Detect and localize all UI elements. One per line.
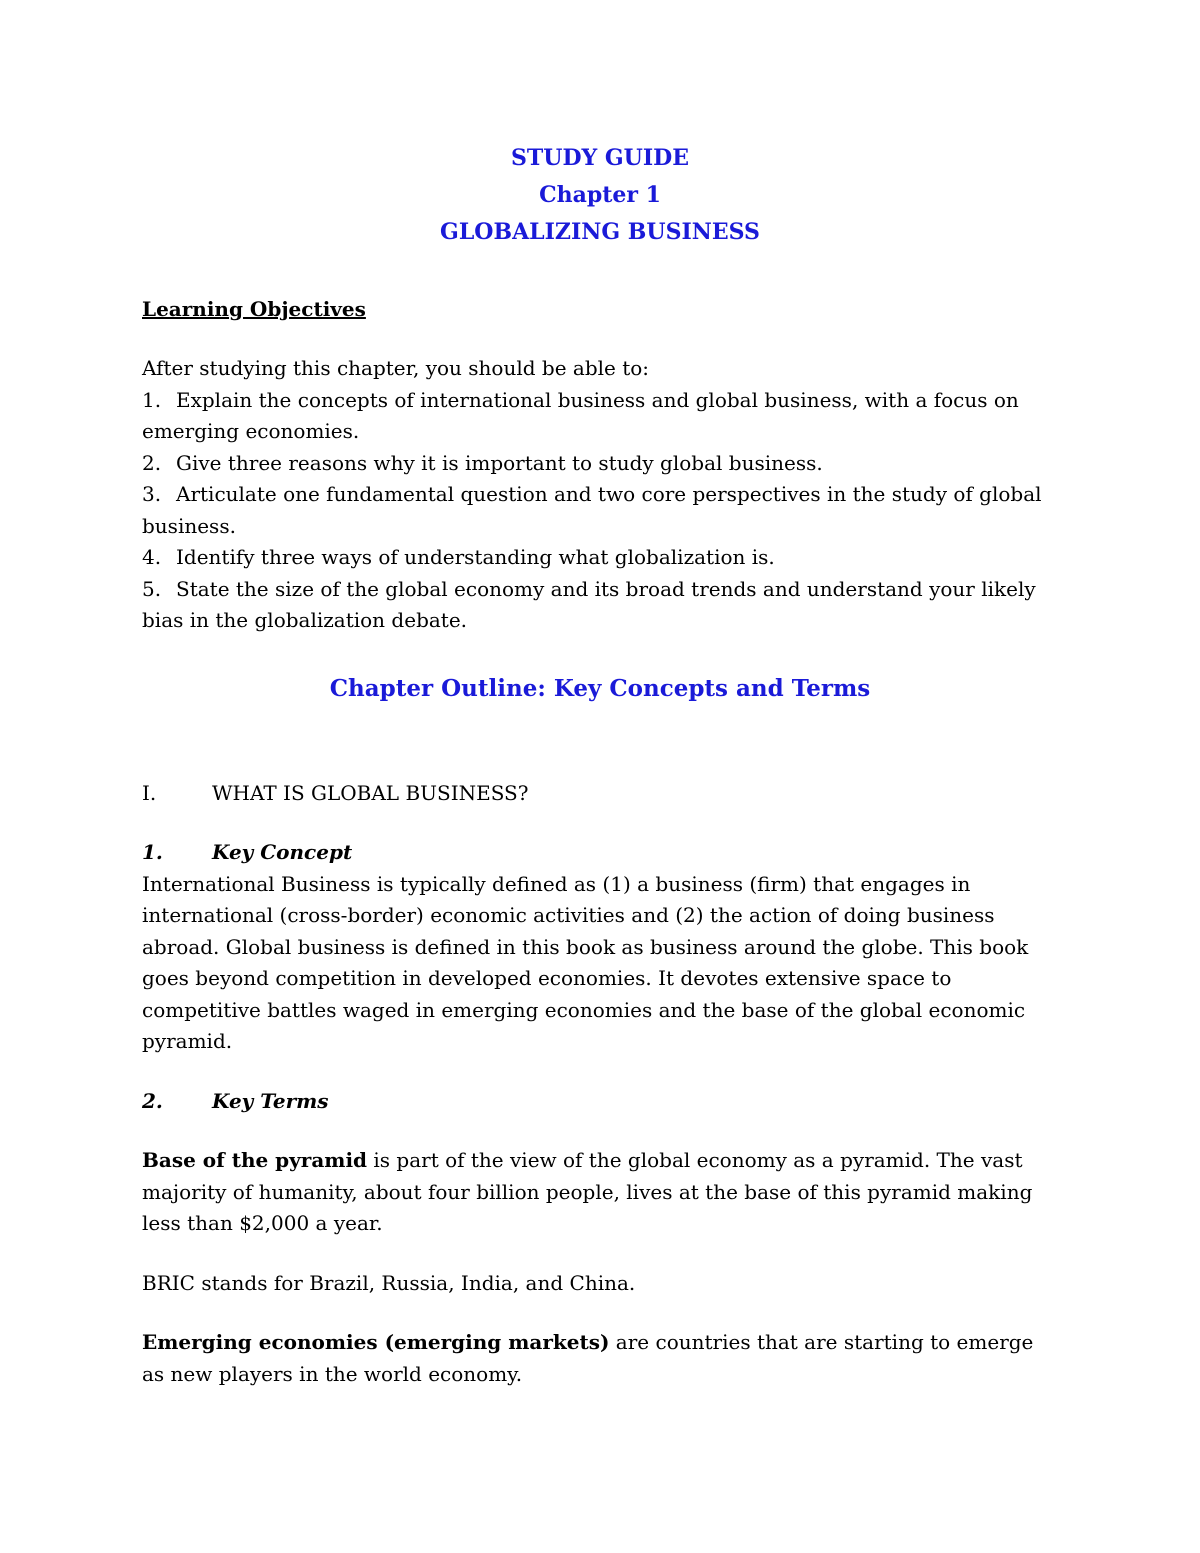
objectives-intro: After studying this chapter, you should be able to: xyxy=(142,356,650,380)
term-name: Base of the pyramid xyxy=(142,1148,368,1172)
objective-text: Identify three ways of understanding what globalization is. xyxy=(176,545,775,569)
title-block xyxy=(142,140,1058,251)
title-chapter: Chapter 1 xyxy=(539,182,661,208)
objective-number: 3. xyxy=(142,482,162,506)
term-text: are countries that are starting to emerge as new players in the world economy. xyxy=(142,1330,1034,1386)
section-title: WHAT IS GLOBAL BUSINESS? xyxy=(212,780,529,805)
objective-number: 4. xyxy=(142,545,162,569)
objective-text: Explain the concepts of international business and global business, with a focus on emerging economies. xyxy=(142,387,1019,443)
document-content xyxy=(142,140,1058,1390)
key-terms-number: 2. xyxy=(142,1088,163,1113)
title-study-guide: STUDY GUIDE xyxy=(511,145,689,171)
term-definition xyxy=(142,1268,1058,1300)
key-concept-label: Key Concept xyxy=(212,840,353,864)
learning-objectives-heading: Learning Objectives xyxy=(142,297,366,321)
title-chapter-name: GLOBALIZING BUSINESS xyxy=(440,219,760,245)
term-text: BRIC stands for Brazil, Russia, India, and China. xyxy=(142,1270,636,1295)
objective-item xyxy=(142,448,1058,480)
term-definition xyxy=(142,1327,1058,1390)
objective-text: State the size of the global economy and its broad trends and understand your likely bias in the globalization debate. xyxy=(142,576,1036,632)
key-terms-label: Key Terms xyxy=(212,1088,329,1113)
section-heading-row xyxy=(142,778,1058,810)
objective-item xyxy=(142,574,1058,637)
key-concept-heading xyxy=(142,837,1058,869)
section-number: I. xyxy=(142,780,157,805)
key-terms-heading xyxy=(142,1086,1058,1118)
objective-text: Give three reasons why it is important to study global business. xyxy=(176,450,823,475)
objective-item xyxy=(142,385,1058,448)
term-name: Emerging economies (emerging markets) xyxy=(142,1330,610,1354)
objective-number: 1. xyxy=(142,387,162,412)
objective-text: Articulate one fundamental question and two core perspectives in the study of global business. xyxy=(142,482,1042,538)
objective-number: 2. xyxy=(142,450,162,475)
chapter-outline-title: Chapter Outline: Key Concepts and Terms xyxy=(329,674,871,702)
term-definition xyxy=(142,1145,1058,1240)
objective-item xyxy=(142,542,1058,574)
key-concept-number: 1. xyxy=(142,840,163,864)
key-concept-paragraph: International Business is typically defined as (1) a business (firm) that engages in international (cross-border) economic activities and (2) the action of doing business abroad. Global business is defined in this book as business around the globe. This book goes beyond competition in developed economies. It devotes extensive space to competitive battles waged in emerging economies and the base of the global economic pyramid. xyxy=(142,871,1029,1053)
objective-number: 5. xyxy=(142,576,162,601)
term-text: is part of the view of the global economy as a pyramid. The vast majority of humanity, about four billion people, lives at the base of this pyramid making less than $2,000 a year. xyxy=(142,1148,1033,1235)
objective-item xyxy=(142,479,1058,542)
objectives-list xyxy=(142,385,1058,637)
